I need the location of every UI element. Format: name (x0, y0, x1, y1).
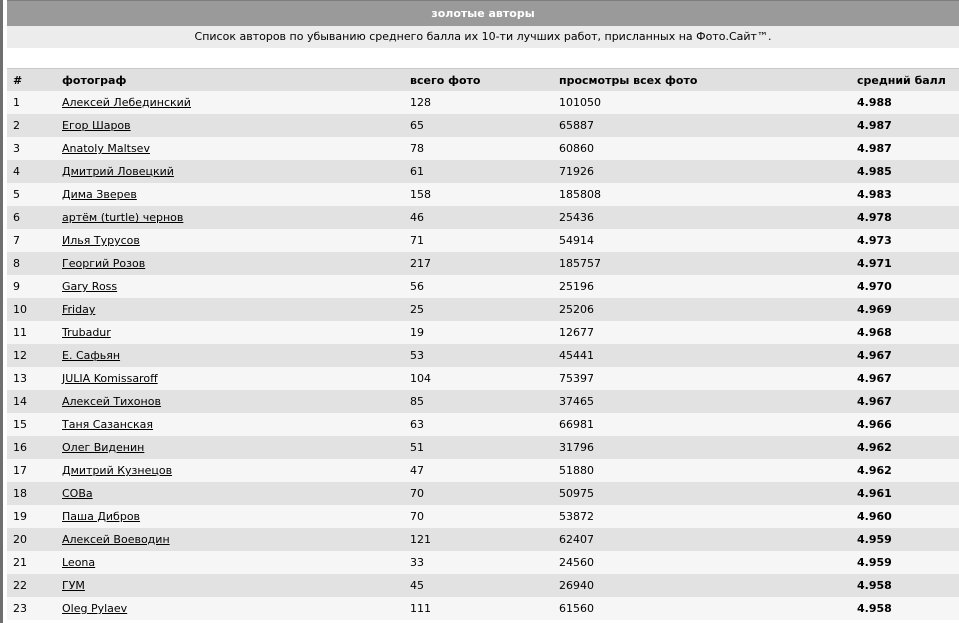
photographer-link[interactable]: Friday (62, 303, 96, 316)
total-photos-cell: 217 (404, 252, 553, 275)
average-score-cell: 4.987 (851, 114, 959, 137)
table-row (7, 367, 959, 390)
photographer-link[interactable]: Trubadur (62, 326, 111, 339)
average-score-cell: 4.988 (851, 91, 959, 114)
photographer-cell (56, 367, 404, 390)
photographer-cell (56, 390, 404, 413)
views-cell: 24560 (553, 551, 851, 574)
photographer-cell (56, 574, 404, 597)
table-row (7, 482, 959, 505)
rank-cell: 11 (7, 321, 56, 344)
rank-cell: 5 (7, 183, 56, 206)
table-row (7, 528, 959, 551)
photographer-link[interactable]: Дмитрий Ловецкий (62, 165, 174, 178)
views-cell: 50975 (553, 482, 851, 505)
photographer-cell (56, 114, 404, 137)
photographer-cell (56, 597, 404, 620)
table-body (7, 91, 959, 620)
rank-cell: 9 (7, 275, 56, 298)
photographer-link[interactable]: Илья Турусов (62, 234, 140, 247)
table-row (7, 551, 959, 574)
views-cell: 12677 (553, 321, 851, 344)
photographer-link[interactable]: артём (turtle) чернов (62, 211, 184, 224)
views-cell: 53872 (553, 505, 851, 528)
total-photos-cell: 111 (404, 597, 553, 620)
rank-cell: 10 (7, 298, 56, 321)
spacer (7, 48, 959, 68)
views-cell: 25436 (553, 206, 851, 229)
total-photos-cell: 121 (404, 528, 553, 551)
total-photos-cell: 158 (404, 183, 553, 206)
total-photos-cell: 65 (404, 114, 553, 137)
total-photos-cell: 70 (404, 505, 553, 528)
photographer-cell (56, 482, 404, 505)
panel-subtitle: Список авторов по убыванию среднего балла их 10-ти лучших работ, присланных на Фото.Сайт™. (7, 26, 959, 48)
table-row (7, 91, 959, 114)
photographer-link[interactable]: Oleg Pylaev (62, 602, 128, 615)
views-cell: 66981 (553, 413, 851, 436)
table-row (7, 229, 959, 252)
photographer-link[interactable]: Олег Виденин (62, 441, 145, 454)
photographer-link[interactable]: Алексей Воеводин (62, 533, 170, 546)
table-row (7, 436, 959, 459)
views-cell: 45441 (553, 344, 851, 367)
rank-cell: 23 (7, 597, 56, 620)
views-cell: 25206 (553, 298, 851, 321)
photographer-cell (56, 183, 404, 206)
total-photos-cell: 56 (404, 275, 553, 298)
views-cell: 51880 (553, 459, 851, 482)
views-cell: 75397 (553, 367, 851, 390)
golden-authors-panel (3, 0, 959, 620)
table-header-row (7, 69, 959, 92)
rank-cell: 20 (7, 528, 56, 551)
photographer-cell (56, 229, 404, 252)
rank-cell: 14 (7, 390, 56, 413)
rank-cell: 16 (7, 436, 56, 459)
photographer-cell (56, 321, 404, 344)
rank-cell: 18 (7, 482, 56, 505)
rank-cell: 22 (7, 574, 56, 597)
total-photos-cell: 61 (404, 160, 553, 183)
views-cell: 25196 (553, 275, 851, 298)
total-photos-cell: 19 (404, 321, 553, 344)
average-score-cell: 4.978 (851, 206, 959, 229)
average-score-cell: 4.962 (851, 436, 959, 459)
photographer-link[interactable]: Дмитрий Кузнецов (62, 464, 173, 477)
rank-cell: 6 (7, 206, 56, 229)
photographer-link[interactable]: JULIA Komissaroff (62, 372, 158, 385)
photographer-link[interactable]: Gary Ross (62, 280, 118, 293)
photographer-link[interactable]: Дима Зверев (62, 188, 137, 201)
views-cell: 61560 (553, 597, 851, 620)
views-cell: 37465 (553, 390, 851, 413)
average-score-cell: 4.958 (851, 574, 959, 597)
table-row (7, 160, 959, 183)
photographer-cell (56, 528, 404, 551)
rank-cell: 15 (7, 413, 56, 436)
table-row (7, 298, 959, 321)
views-cell: 65887 (553, 114, 851, 137)
photographer-link[interactable]: E. Сафьян (62, 349, 121, 362)
average-score-cell: 4.960 (851, 505, 959, 528)
total-photos-cell: 47 (404, 459, 553, 482)
average-score-cell: 4.970 (851, 275, 959, 298)
views-cell: 185808 (553, 183, 851, 206)
total-photos-cell: 45 (404, 574, 553, 597)
average-score-cell: 4.967 (851, 367, 959, 390)
rank-cell: 13 (7, 367, 56, 390)
photographer-cell (56, 459, 404, 482)
views-cell: 101050 (553, 91, 851, 114)
panel-title: золотые авторы (7, 0, 959, 26)
rank-cell: 19 (7, 505, 56, 528)
table-row (7, 459, 959, 482)
total-photos-cell: 53 (404, 344, 553, 367)
table-row (7, 413, 959, 436)
photographer-cell (56, 413, 404, 436)
column-header-rank: # (7, 69, 56, 92)
rank-cell: 21 (7, 551, 56, 574)
views-cell: 60860 (553, 137, 851, 160)
total-photos-cell: 33 (404, 551, 553, 574)
average-score-cell: 4.968 (851, 321, 959, 344)
photographer-cell (56, 275, 404, 298)
table-row (7, 206, 959, 229)
table-row (7, 321, 959, 344)
photographer-cell (56, 206, 404, 229)
table-row (7, 183, 959, 206)
average-score-cell: 4.987 (851, 137, 959, 160)
views-cell: 62407 (553, 528, 851, 551)
average-score-cell: 4.958 (851, 597, 959, 620)
photographer-link[interactable]: СОВа (62, 487, 93, 500)
photographer-cell (56, 137, 404, 160)
column-header-average-score: средний балл (851, 69, 959, 92)
column-header-photographer: фотограф (56, 69, 404, 92)
column-header-total-photos: всего фото (404, 69, 553, 92)
average-score-cell: 4.967 (851, 344, 959, 367)
total-photos-cell: 25 (404, 298, 553, 321)
authors-table (7, 68, 959, 620)
photographer-link[interactable]: Георгий Розов (62, 257, 146, 270)
total-photos-cell: 70 (404, 482, 553, 505)
rank-cell: 17 (7, 459, 56, 482)
average-score-cell: 4.969 (851, 298, 959, 321)
photographer-cell (56, 160, 404, 183)
rank-cell: 8 (7, 252, 56, 275)
average-score-cell: 4.966 (851, 413, 959, 436)
photographer-link[interactable]: Leona (62, 556, 96, 569)
table-row (7, 344, 959, 367)
photographer-link[interactable]: Егор Шаров (62, 119, 131, 132)
photographer-link[interactable]: Алексей Лебединский (62, 96, 191, 109)
photographer-link[interactable]: Паша Дибров (62, 510, 141, 523)
photographer-cell (56, 344, 404, 367)
table-row (7, 505, 959, 528)
rank-cell: 2 (7, 114, 56, 137)
photographer-cell (56, 91, 404, 114)
photographer-cell (56, 298, 404, 321)
total-photos-cell: 71 (404, 229, 553, 252)
table-row (7, 597, 959, 620)
total-photos-cell: 78 (404, 137, 553, 160)
total-photos-cell: 104 (404, 367, 553, 390)
average-score-cell: 4.985 (851, 160, 959, 183)
rank-cell: 1 (7, 91, 56, 114)
rank-cell: 3 (7, 137, 56, 160)
rank-cell: 12 (7, 344, 56, 367)
average-score-cell: 4.983 (851, 183, 959, 206)
average-score-cell: 4.967 (851, 390, 959, 413)
average-score-cell: 4.959 (851, 528, 959, 551)
table-row (7, 114, 959, 137)
total-photos-cell: 51 (404, 436, 553, 459)
photographer-cell (56, 551, 404, 574)
total-photos-cell: 128 (404, 91, 553, 114)
views-cell: 71926 (553, 160, 851, 183)
photographer-cell (56, 505, 404, 528)
photographer-cell (56, 436, 404, 459)
views-cell: 54914 (553, 229, 851, 252)
total-photos-cell: 85 (404, 390, 553, 413)
rank-cell: 7 (7, 229, 56, 252)
views-cell: 26940 (553, 574, 851, 597)
photographer-cell (56, 252, 404, 275)
rank-cell: 4 (7, 160, 56, 183)
average-score-cell: 4.959 (851, 551, 959, 574)
total-photos-cell: 63 (404, 413, 553, 436)
table-row (7, 137, 959, 160)
table-row (7, 252, 959, 275)
photographer-link[interactable]: Алексей Тихонов (62, 395, 161, 408)
average-score-cell: 4.961 (851, 482, 959, 505)
average-score-cell: 4.971 (851, 252, 959, 275)
table-row (7, 574, 959, 597)
photographer-link[interactable]: Таня Сазанская (62, 418, 154, 431)
average-score-cell: 4.973 (851, 229, 959, 252)
column-header-views: просмотры всех фото (553, 69, 851, 92)
photographer-link[interactable]: ГУМ (62, 579, 85, 592)
views-cell: 31796 (553, 436, 851, 459)
table-row (7, 390, 959, 413)
total-photos-cell: 46 (404, 206, 553, 229)
photographer-link[interactable]: Anatoly Maltsev (62, 142, 150, 155)
table-row (7, 275, 959, 298)
views-cell: 185757 (553, 252, 851, 275)
average-score-cell: 4.962 (851, 459, 959, 482)
